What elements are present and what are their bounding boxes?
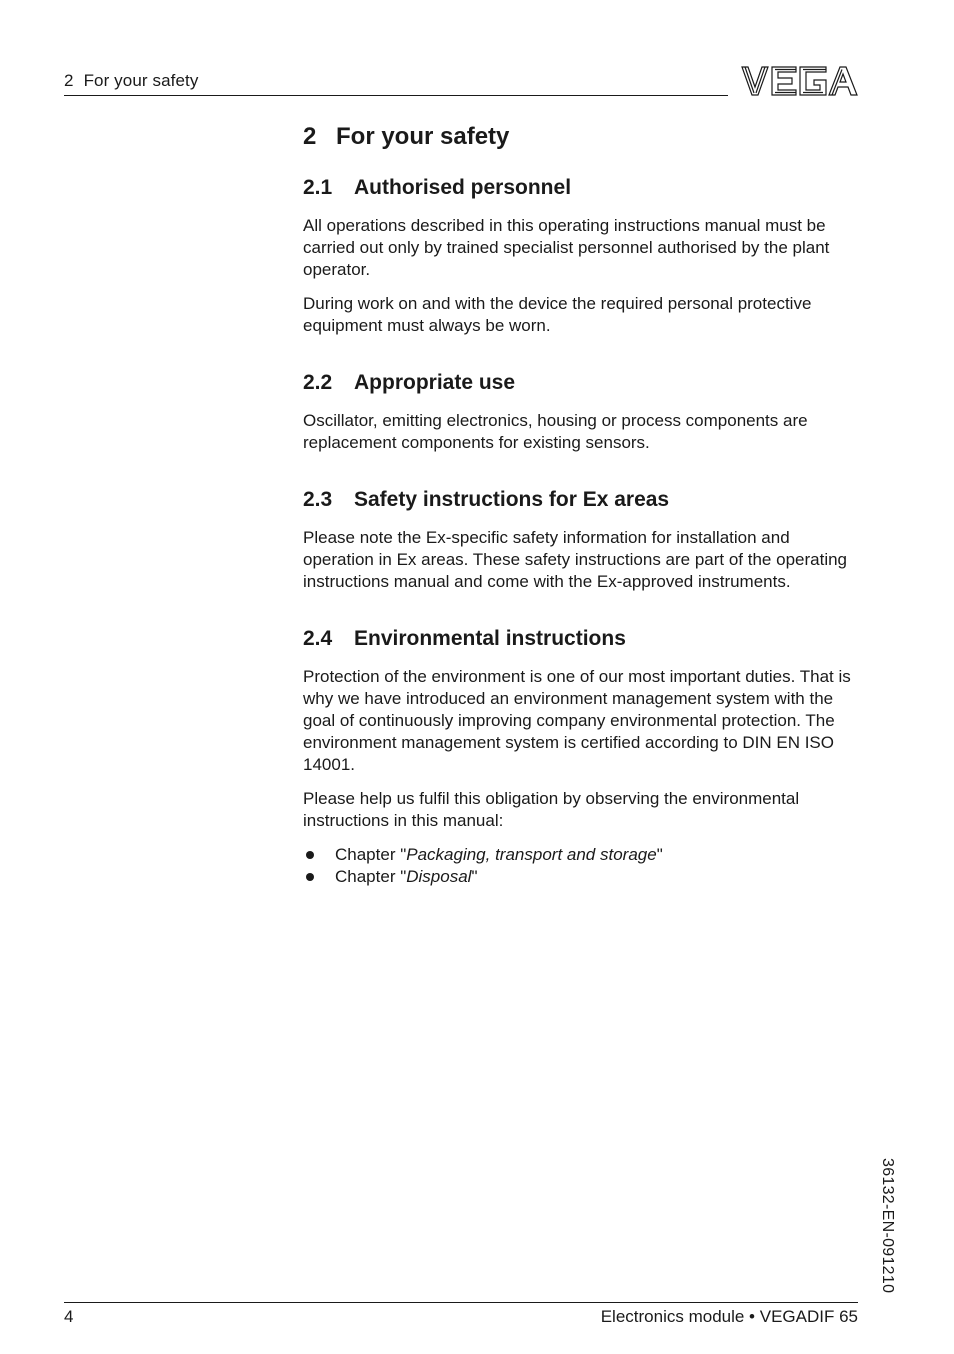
chapter-heading (303, 121, 859, 153)
bullet-icon (306, 873, 314, 881)
section-ex-areas (303, 486, 859, 593)
running-header-title: For your safety (83, 71, 199, 90)
paragraph: Please help us fulfil this obligation by observing the environmental instructions in this manual: (303, 789, 800, 830)
vega-logo (740, 65, 858, 97)
section-heading (303, 486, 859, 514)
paragraph: Oscillator, emitting electronics, housing or process components are replacement components for existing sensors. (303, 411, 808, 452)
list-item-prefix: Chapter " (335, 866, 407, 886)
header-rule (64, 95, 728, 96)
section-title: Environmental instructions (354, 627, 626, 650)
chapter-title: For your safety (336, 123, 510, 150)
chapter-reference-list (303, 844, 859, 887)
section-environmental-instructions (303, 625, 859, 887)
document-number: 36132-EN-091210 (879, 1158, 896, 1294)
running-header (64, 71, 198, 91)
running-header-number: 2 (64, 71, 74, 90)
paragraph: Please note the Ex-specific safety information for installation and operation in Ex areas. These safety instructions are part of the operating instructions manual and come with the Ex-approved instruments. (303, 528, 847, 591)
list-item-suffix: " (656, 845, 663, 864)
section-title: Safety instructions for Ex areas (354, 488, 670, 511)
chapter-reference: Disposal (406, 866, 472, 886)
paragraph: All operations described in this operating instructions manual must be carried out only by trained specialist personnel authorised by the plant operator. (303, 216, 830, 279)
section-number: 2.4 (303, 627, 333, 650)
list-item (303, 866, 859, 888)
footer-rule (64, 1302, 858, 1303)
paragraph: Protection of the environment is one of our most important duties. That is why we have introduced an environment management system with the goal of continuously improving company environmental protection. The environment management system is certified according to DIN EN ISO 14001. (303, 667, 851, 774)
section-heading (303, 369, 859, 397)
paragraph: During work on and with the device the required personal protective equipment must always be worn. (303, 294, 812, 335)
page-content (303, 121, 859, 887)
list-item-prefix: Chapter " (335, 845, 407, 864)
section-authorised-personnel (303, 174, 859, 337)
footer-title: Electronics module • VEGADIF 65 (600, 1307, 858, 1326)
section-number: 2.3 (303, 488, 333, 511)
section-title: Appropriate use (354, 371, 516, 394)
section-heading (303, 625, 859, 653)
section-title: Authorised personnel (354, 176, 572, 199)
section-number: 2.1 (303, 176, 333, 199)
section-appropriate-use (303, 369, 859, 454)
page-number: 4 (64, 1307, 74, 1326)
section-heading (303, 174, 859, 202)
section-number: 2.2 (303, 371, 333, 394)
chapter-reference: Packaging, transport and storage (406, 845, 657, 864)
chapter-number: 2 (303, 123, 317, 150)
list-item-suffix: " (471, 866, 478, 886)
list-item (303, 844, 859, 866)
bullet-icon (306, 851, 314, 859)
